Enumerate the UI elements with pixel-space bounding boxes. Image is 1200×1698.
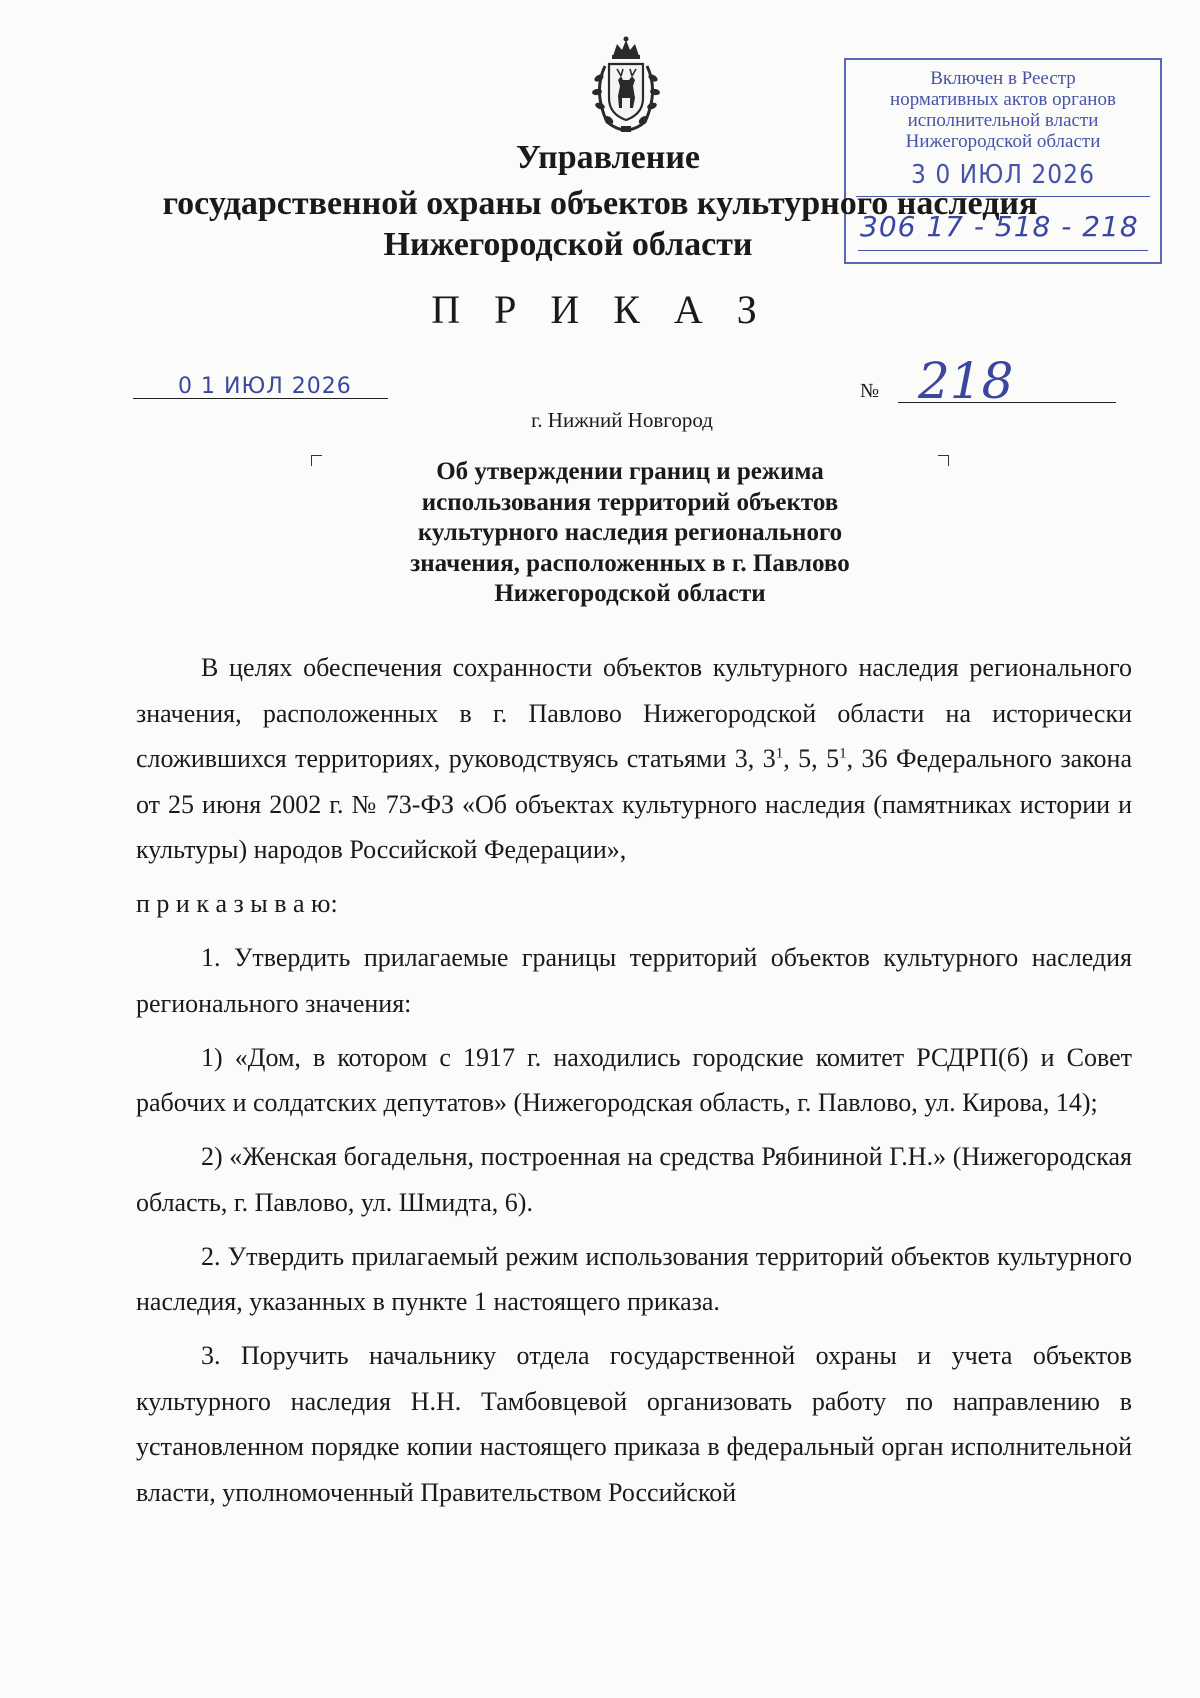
- stamp-date: 3 0 ИЮЛ 2026: [911, 160, 1095, 190]
- stamp-registry-number: 306 17 - 518 - 218: [860, 210, 1139, 243]
- preamble-paragraph: [136, 645, 1132, 873]
- title-line: Об утверждении границ и режима: [436, 458, 824, 485]
- title-corner-left: [311, 455, 322, 466]
- stamp-line-3: исполнительной власти: [907, 110, 1099, 131]
- clause-1-2: 2) «Женская богадельня, построенная на средства Рябининой Г.Н.» (Нижегородская область, г. Павлово, ул. Шмидта, 6).: [136, 1142, 1132, 1217]
- order-number: 218: [918, 352, 1014, 410]
- order-date: 0 1 ИЮЛ 2026: [178, 374, 352, 399]
- clause-2: 2. Утвердить прилагаемый режим использования территорий объектов культурного наследия, указанных в пункте 1 настоящего приказа.: [136, 1241, 1132, 1316]
- preamble-text: В целях обеспечения сохранности объектов культурного наследия регионального значения, расположенных в г. Павлово Нижегородской области на исторически сложившихся территориях, руководствуясь статьями 3, 3: [136, 653, 1132, 773]
- preamble-text: , 36 Федерального закона от 25 июня 2002 г. № 73-ФЗ «Об объектах культурного наследия (памятниках истории и культуры) народов Российской Федерации»,: [136, 744, 1132, 864]
- title-line: использования территорий объектов: [421, 488, 839, 516]
- stamp-line-1: Включен в Реестр: [930, 68, 1076, 89]
- agency-name-line-1: Управление: [515, 139, 700, 176]
- order-title: [330, 457, 930, 610]
- order-word: п р и к а з ы в а ю:: [136, 889, 338, 918]
- title-line: значения, расположенных в г. Павлово: [410, 549, 850, 577]
- superscript: 1: [775, 745, 784, 762]
- clause-1: 1. Утвердить прилагаемые границы территорий объектов культурного наследия регионального значения:: [136, 943, 1132, 1018]
- coat-of-arms-icon: [583, 36, 669, 134]
- clause-1-1: 1) «Дом, в котором с 1917 г. находились городские комитет РСДРП(б) и Совет рабочих и солдатских депутатов» (Нижегородская область, г. Павлово, ул. Кирова, 14);: [136, 1042, 1132, 1117]
- stamp-line-2: нормативных актов органов: [890, 89, 1116, 110]
- document-type-heading: П Р И К А З: [431, 287, 769, 332]
- date-underline: [133, 398, 388, 399]
- number-label: №: [860, 380, 880, 402]
- title-corner-right: [938, 455, 949, 466]
- title-line: Нижегородской области: [494, 580, 766, 607]
- number-underline: [898, 402, 1116, 403]
- superscript: 1: [839, 745, 847, 762]
- preamble-text: , 5, 5: [783, 744, 840, 773]
- stamp-line-4: Нижегородской области: [905, 131, 1101, 152]
- agency-name-line-3: Нижегородской области: [383, 226, 753, 263]
- title-line: культурного наследия регионального: [417, 519, 843, 546]
- agency-name-line-2: государственной охраны объектов культурного наследия: [162, 185, 1038, 222]
- city-name: г. Нижний Новгород: [531, 408, 713, 432]
- order-body: [136, 645, 1132, 1524]
- clause-3: 3. Поручить начальнику отдела государственной охраны и учета объектов культурного наследия Н.Н. Тамбовцевой организовать работу по направлению в установленном порядке копии настоящего приказа в федеральный орган исполнительной власти, уполномоченный Правительством Российской: [136, 1341, 1132, 1507]
